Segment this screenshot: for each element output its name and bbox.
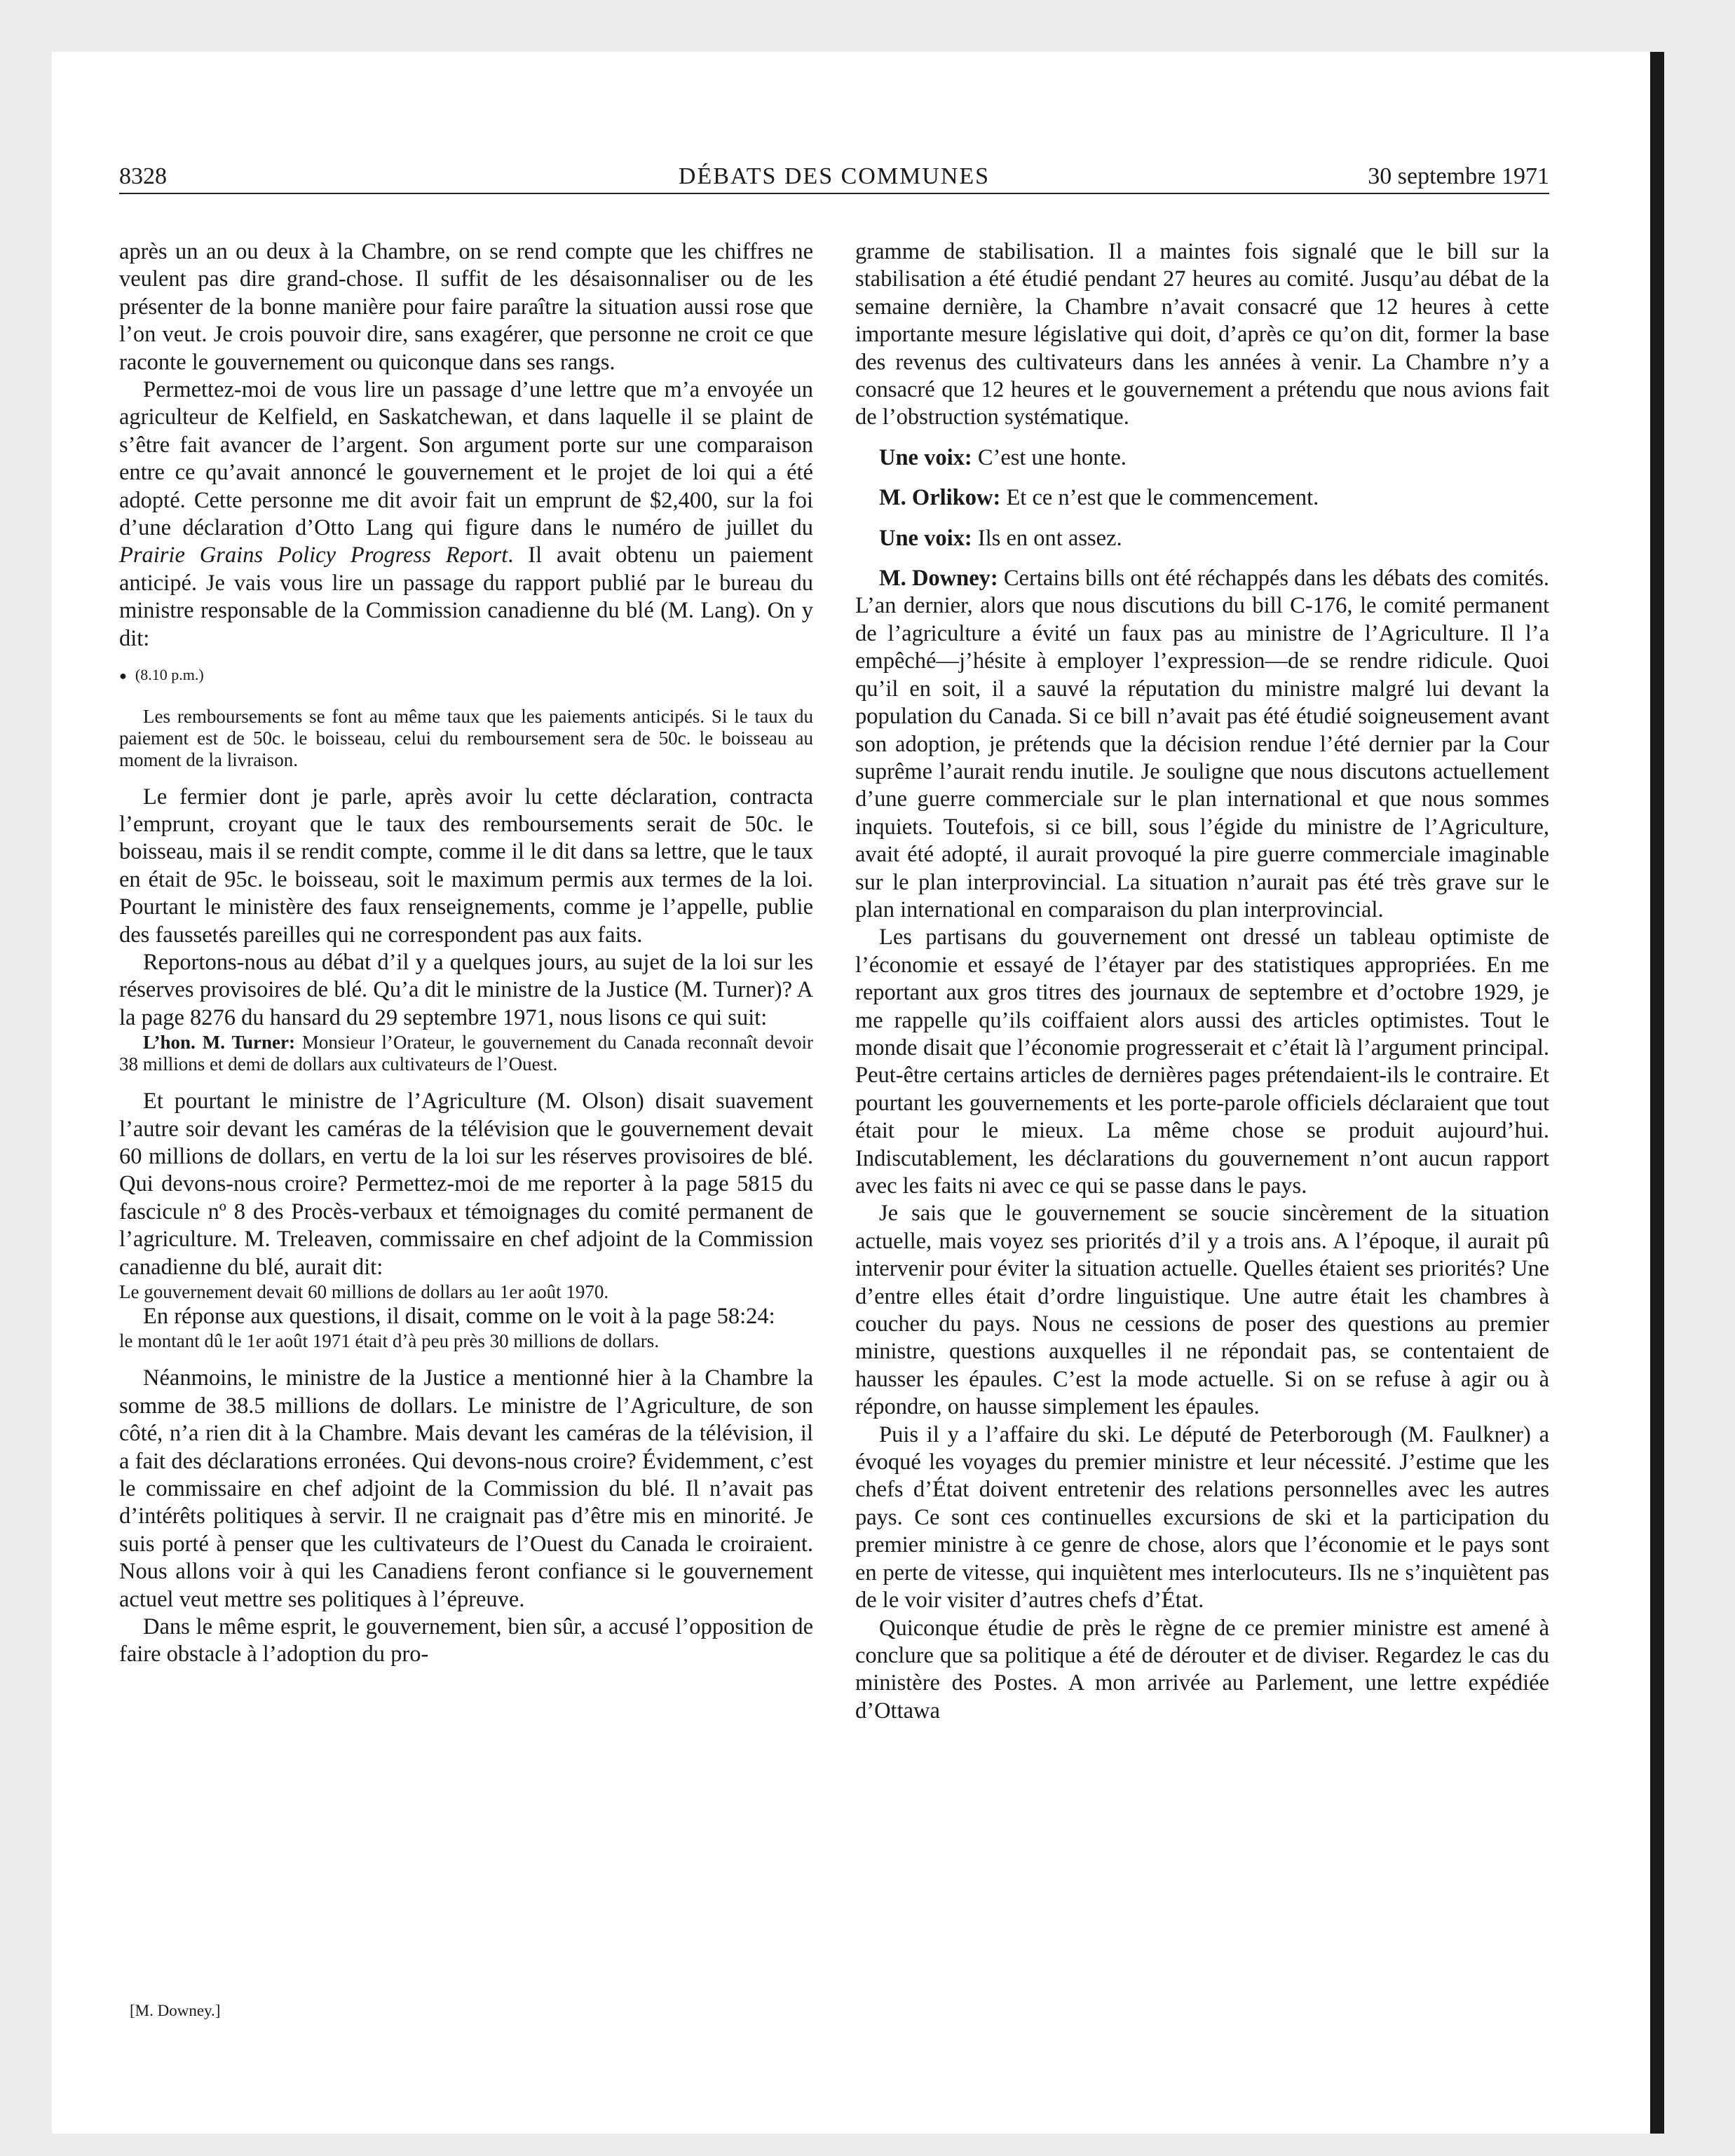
speech: Une voix: C’est une honte. [879,444,1127,470]
paragraph: Reportons-nous au débat d’il y a quelques jours, au sujet de la loi sur les réserves provisoires de blé. Qu’a dit le ministre de la Justice (M. Turner)? A la page 8276 du hansard du 29 septembre 1971, nous lisons ce qui suit: [119,949,813,1030]
paragraph: Quiconque étudie de près le règne de ce premier ministre est amené à conclure que sa politique a été de dérouter et de diviser. Regardez le cas du ministère des Postes. A mon arrivée au Parlement, une lettre expédiée d’Ottawa [855,1615,1549,1724]
page-title: DÉBATS DES COMMUNES [678,163,991,189]
left-column [119,238,813,1669]
speaker-name: Une voix: [879,525,972,551]
block-quote: L’hon. M. Turner: Monsieur l’Orateur, le gouvernement du Canada reconnaît devoir 38 millions et demi de dollars aux cultivateurs de l’Ouest. [119,1032,813,1075]
speaker-name: M. Downey: [879,566,998,592]
speaker-name: L’hon. M. Turner: [143,1032,295,1053]
paragraph: Je sais que le gouvernement se soucie sincèrement de la situation actuelle, mais voyez ses priorités d’il y a trois ans. A l’époque, il aurait pû intervenir pour éviter la situation actuelle. Quelles étaient ses priorités? Une d’entre elles était d’ordre linguistique. Une autre était les chambres à coucher du pays. Nous ne cessions de poser des questions au premier ministre, questions auxquelles il ne répondait pas, se contentaient de hausser les épaules. C’est la mode actuelle. Si on se refuse à agir ou à répondre, on hausse simplement les épaules. [855,1201,1549,1420]
publication-title: Prairie Grains Policy Progress Report [119,543,508,568]
block-quote: Les remboursements se font au même taux que les paiements anticipés. Si le taux du paiement est de 50c. le boisseau, celui du remboursement sera de 50c. le boisseau au moment de la livraison. [119,705,813,770]
page-date: 30 septembre 1971 [1368,163,1549,189]
page-header [119,158,1549,194]
speaker-footer-tag: [M. Downey.] [130,2002,221,2019]
block-quote: Le gouvernement devait 60 millions de dollars au 1er août 1970. [119,1281,609,1302]
bullet-icon: ● [119,669,127,683]
paragraph: Dans le même esprit, le gouvernement, bien sûr, a accusé l’opposition de faire obstacle à l’adoption du pro- [119,1614,813,1667]
speaker-name: M. Orlikow: [879,485,1001,511]
time-marker: ● (8.10 p.m.) [119,666,204,684]
speech: M. Orlikow: Et ce n’est que le commencement. [879,485,1319,511]
speaker-name: Une voix: [879,444,972,470]
paragraph: gramme de stabilisation. Il a maintes fois signalé que le bill sur la stabilisation a été étudié pendant 27 heures au comité. Jusqu’au débat de la semaine dernière, la Chambre n’avait consacré que 12 heures à cette importante mesure législative qui doit, d’après ce qu’on dit, former la base des revenus des cultivateurs dans les années à venir. La Chambre n’y a consacré que 12 heures et le gouvernement a prétendu que nous avions fait de l’obstruction systématique. [855,239,1549,430]
speech: M. Downey: Certains bills ont été réchappés dans les débats des comités. L’an dernier, alors que nous discutions du bill C-176, le comité permanent de l’agriculture a évité un faux pas au ministre de l’Agriculture. Il l’a empêché—j’hésite à employer l’expression—de se rendre ridicule. Quoi qu’il en soit, il a sauvé la réputation du ministre malgré lui devant la population du Canada. Si ce bill n’avait pas été étudié soigneusement avant son adoption, je prétends que la décision rendue l’été dernier par la Cour suprême l’aurait rendu inutile. Je souligne que nous discutons actuellement d’une guerre commerciale sur le plan international et que nous sommes inquiets. Toutefois, si ce bill, sous l’égide du ministre de l’Agriculture, avait été adopté, il aurait provoqué la pire guerre commerciale imaginable sur le plan interprovincial. La situation n’aurait pas été très grave sur le plan international en comparaison du plan interprovincial. [855,566,1549,922]
paragraph: Néanmoins, le ministre de la Justice a mentionné hier à la Chambre la somme de 38.5 millions de dollars. Le ministre de l’Agriculture, de son côté, n’a rien dit à la Chambre. Mais devant les caméras de la télévision, il a fait des déclarations erronées. Qui devons-nous croire? Évidemment, c’est le commissaire en chef adjoint de la Commission du blé. Il n’avait pas d’intérêts politiques à servir. Il ne craignait pas d’être mis en minorité. Je suis porté à penser que les cultivateurs de l’Ouest du Canada le croiraient. Nous allons voir à qui les Canadiens feront confiance si le gouvernement actuel veut mettre ses politiques à l’épreuve. [119,1365,813,1612]
right-column [855,238,1549,1725]
paragraph: Et pourtant le ministre de l’Agriculture (M. Olson) disait suavement l’autre soir devant les caméras de la télévision que le gouvernement devait 60 millions de dollars, en vertu de la loi sur les réserves provisoires de blé. Qui devons-nous croire? Permettez-moi de me reporter à la page 5815 du fascicule nº 8 des Procès-verbaux et témoignages du comité permanent de l’agriculture. M. Treleaven, commissaire en chef adjoint de la Commission canadienne du blé, aurait dit: [119,1089,813,1280]
paragraph: Permettez-moi de vous lire un passage d’une lettre que m’a envoyée un agriculteur de Kelfield, en Saskatchewan, et dans laquelle il se plaint de s’être fait avancer de l’argent. Son argument porte sur une comparaison entre ce qu’avait annoncé le gouvernement et le projet de loi qui a été adopté. Cette personne me dit avoir fait un emprunt de $2,400, sur la foi d’une déclaration d’Otto Lang qui figure dans le numéro de juillet du Prairie Grains Policy Progress Report. Il avait obtenu un paiement anticipé. Je vais vous lire un passage du rapport publié par le bureau du ministre responsable de la Commission canadienne du blé (M. Lang). On y dit: [119,377,813,651]
block-quote: le montant dû le 1er août 1971 était d’à peu près 30 millions de dollars. [119,1330,660,1352]
paragraph: Puis il y a l’affaire du ski. Le député de Peterborough (M. Faulkner) a évoqué les voyages du premier ministre et leur nécessité. J’estime que les chefs d’État doivent entretenir des relations personnelles avec les autres pays. Ce sont ces continuelles excursions de ski et la participation du premier ministre à ce genre de chose, alors que l’économie et le pays sont en perte de vitesse, qui inquiètent mes interlocuteurs. Ils ne s’inquiètent pas de le voir visiter d’autres chefs d’État. [855,1421,1549,1613]
page-number: 8328 [119,163,167,189]
paragraph: En réponse aux questions, il disait, comme on le voit à la page 58:24: [143,1304,775,1329]
paragraph: après un an ou deux à la Chambre, on se rend compte que les chiffres ne veulent pas dire grand-chose. Il suffit de les désaisonnaliser ou de les présenter de la bonne manière pour faire paraître la situation aussi rose que l’on veut. Je crois pouvoir dire, sans exagérer, que personne ne croit ce que raconte le gouvernement ou quiconque dans ses rangs. [119,239,813,375]
page-edge-bar [1650,52,1664,2134]
paragraph: Le fermier dont je parle, après avoir lu cette déclaration, contracta l’emprunt, croyant que le taux des remboursements serait de 50c. le boisseau, mais il se rendit compte, comme il le dit dans sa lettre, que le taux en était de 95c. le boisseau, soit le maximum permis aux termes de la loi. Pourtant le ministère des faux renseignements, comme je l’appelle, publie des faussetés pareilles qui ne correspondent pas aux faits. [119,784,813,948]
paragraph: Les partisans du gouvernement ont dressé un tableau optimiste de l’économie et essayé de l’étayer par des statistiques appropriées. En me reportant aux gros titres des journaux de septembre et d’octobre 1929, je me rappelle qu’ils coiffaient alors aussi des articles optimistes. Tout le monde disait que l’économie progresserait et c’était là l’argument principal. Peut-être certains articles de dernières pages prétendaient-ils le contraire. Et pourtant les gouvernements et les porte-parole officiels déclaraient que tout était pour le mieux. La même chose se produit aujourd’hui. Indiscutablement, les déclarations du gouvernement n’ont aucun rapport avec les faits ni avec ce qui se passe dans le pays. [855,925,1549,1199]
speech: Une voix: Ils en ont assez. [879,525,1122,551]
